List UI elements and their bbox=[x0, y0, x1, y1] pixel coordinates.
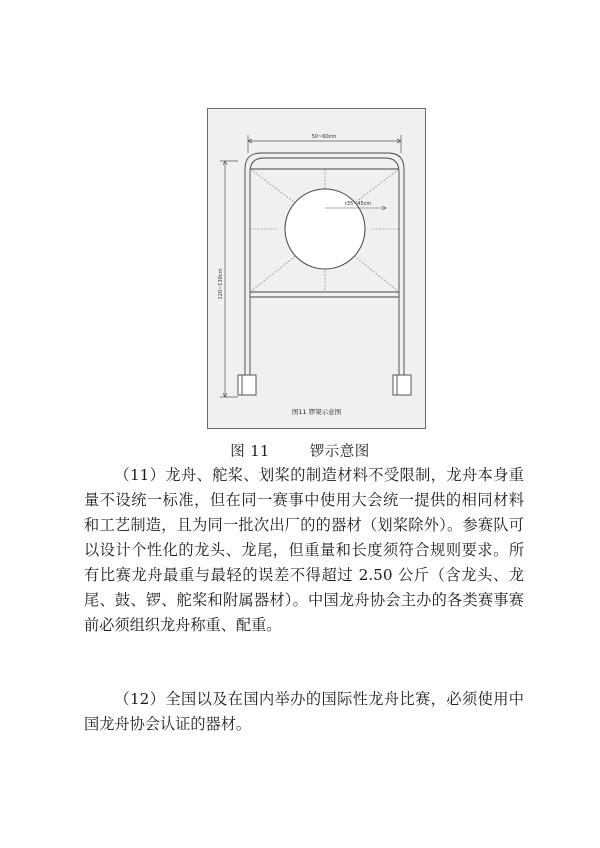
caption-number: 图 11 bbox=[230, 444, 270, 460]
caption-title: 锣示意图 bbox=[309, 444, 370, 460]
stand-feet bbox=[238, 375, 411, 395]
gong-stand-diagram bbox=[208, 109, 427, 430]
height-dimension-label: 120~130cm bbox=[218, 268, 224, 300]
gong-stand-figure bbox=[207, 108, 426, 429]
figure-caption bbox=[0, 440, 600, 461]
width-dimension-label: 50~60cm bbox=[311, 134, 337, 140]
paragraph-11: （11）龙舟、舵桨、划桨的制造材料不受限制，龙舟本身重量不设统一标准，但在同一赛事中使用大会统一提供的相同材料和工艺制造，且为同一批次出厂的的器材（划桨除外）。参赛队可以设计个性化的龙头、龙尾，但重量和长度须符合规则要求。所有比赛龙舟最重与最轻的误差不得超过 2.50 公斤（含龙头、龙尾、鼓、锣、舵桨和附属器材）。中国龙舟协会主办的各类赛事赛前必须组织龙舟称重、配重。 bbox=[84, 466, 524, 634]
radius-dimension-label: r35~45cm bbox=[344, 201, 372, 207]
paragraph-12: （12）全国以及在国内举办的国际性龙舟比赛，必须使用中国龙舟协会认证的器材。 bbox=[84, 690, 524, 733]
figure-inner-caption: 图11 锣架示意图 bbox=[291, 408, 342, 416]
